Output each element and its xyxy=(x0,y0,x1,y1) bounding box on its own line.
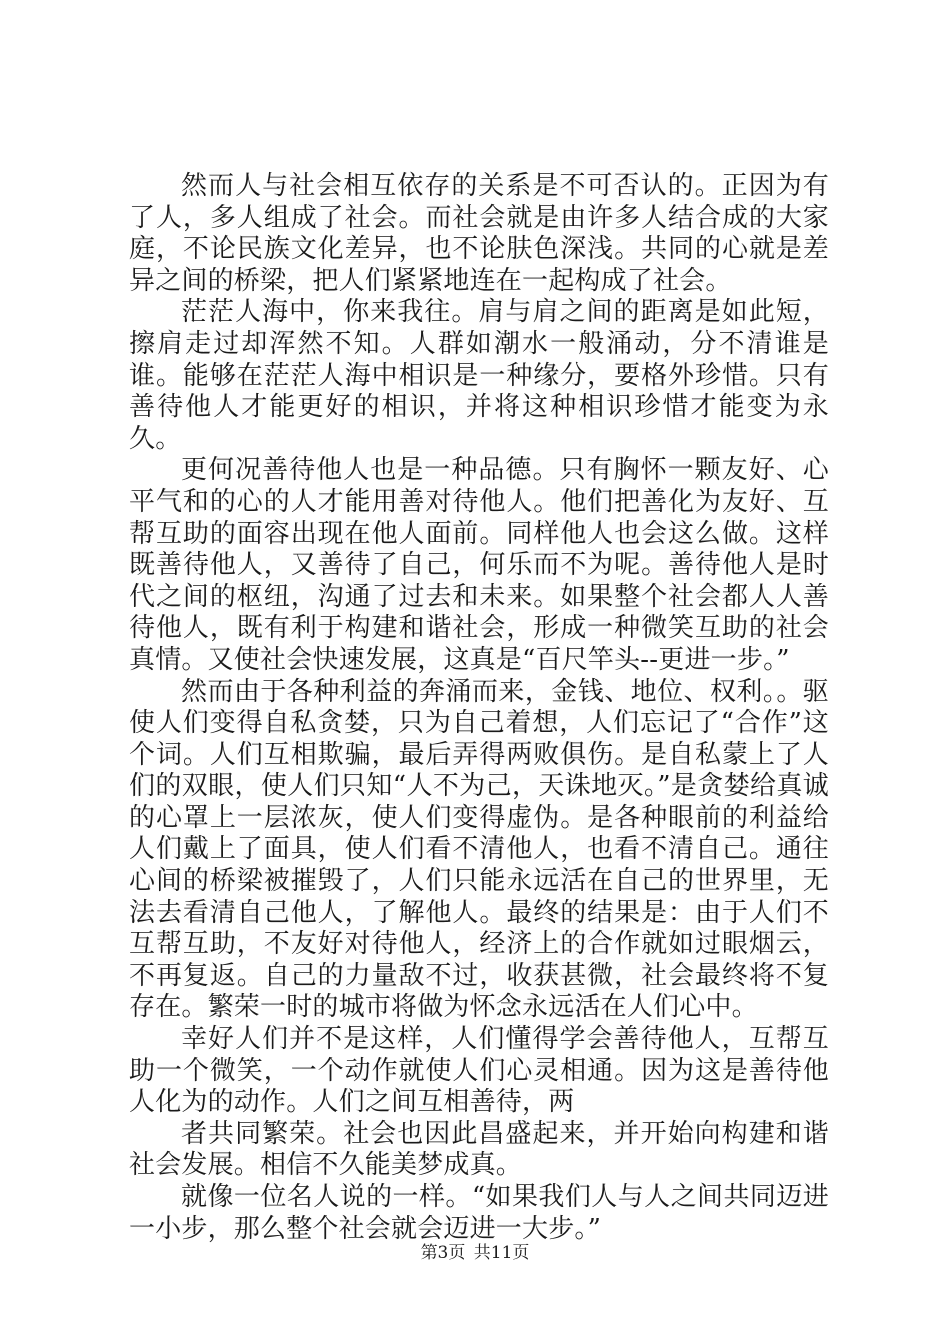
document-body xyxy=(129,171,829,1245)
paragraph-2: 茫茫人海中，你来我往。肩与肩之间的距离是如此短，擦肩走过却浑然不知。人群如潮水一般涌动，分不清谁是谁。能够在茫茫人海中相识是一种缘分，要格外珍惜。只有善待他人才能更好的相识，并将这种相识珍惜才能变为永久。 xyxy=(129,297,829,454)
paragraph-4: 然而由于各种利益的奔涌而来，金钱、地位、权利。。驱使人们变得自私贪婪，只为自己着想，人们忘记了“合作”这个词。人们互相欺骗，最后弄得两败俱伤。是自私蒙上了人们的双眼，使人们只知“人不为己，天诛地灭。”是贪婪给真诚的心罩上一层浓灰，使人们变得虚伪。是各种眼前的利益给人们戴上了面具，使人们看不清他人，也看不清自己。通往心间的桥梁被摧毁了，人们只能永远活在自己的世界里，无法去看清自己他人，了解他人。最终的结果是：由于人们不互帮互助，不友好对待他人，经济上的合作就如过眼烟云，不再复返。自己的力量敌不过，收获甚微，社会最终将不复存在。繁荣一时的城市将做为怀念永远活在人们心中。 xyxy=(129,676,829,1023)
paragraph-7: 就像一位名人说的一样。“如果我们人与人之间共同迈进一小步，那么整个社会就会迈进一大步。” xyxy=(129,1182,829,1244)
page-number-footer: 第3页 共11页 xyxy=(420,1243,530,1263)
paragraph-1: 然而人与社会相互依存的关系是不可否认的。正因为有了人，多人组成了社会。而社会就是由许多人结合成的大家庭，不论民族文化差异，也不论肤色深浅。共同的心就是差异之间的桥梁，把人们紧紧地连在一起构成了社会。 xyxy=(129,171,829,296)
paragraph-5: 幸好人们并不是这样，人们懂得学会善待他人，互帮互助一个微笑，一个动作就使人们心灵相通。因为这是善待他人化为的动作。人们之间互相善待，两 xyxy=(129,1024,829,1118)
paragraph-3: 更何况善待他人也是一种品德。只有胸怀一颗友好、心平气和的心的人才能用善对待他人。他们把善化为友好、互帮互助的面容出现在他人面前。同样他人也会这么做。这样既善待他人，又善待了自己，何乐而不为呢。善待他人是时代之间的枢纽，沟通了过去和未来。如果整个社会都人人善待他人，既有利于构建和谐社会，形成一种微笑互助的社会真情。又使社会快速发展，这真是“百尺竿头--更进一步。” xyxy=(129,455,829,675)
paragraph-6: 者共同繁荣。社会也因此昌盛起来，并开始向构建和谐社会发展。相信不久能美梦成真。 xyxy=(129,1118,829,1181)
